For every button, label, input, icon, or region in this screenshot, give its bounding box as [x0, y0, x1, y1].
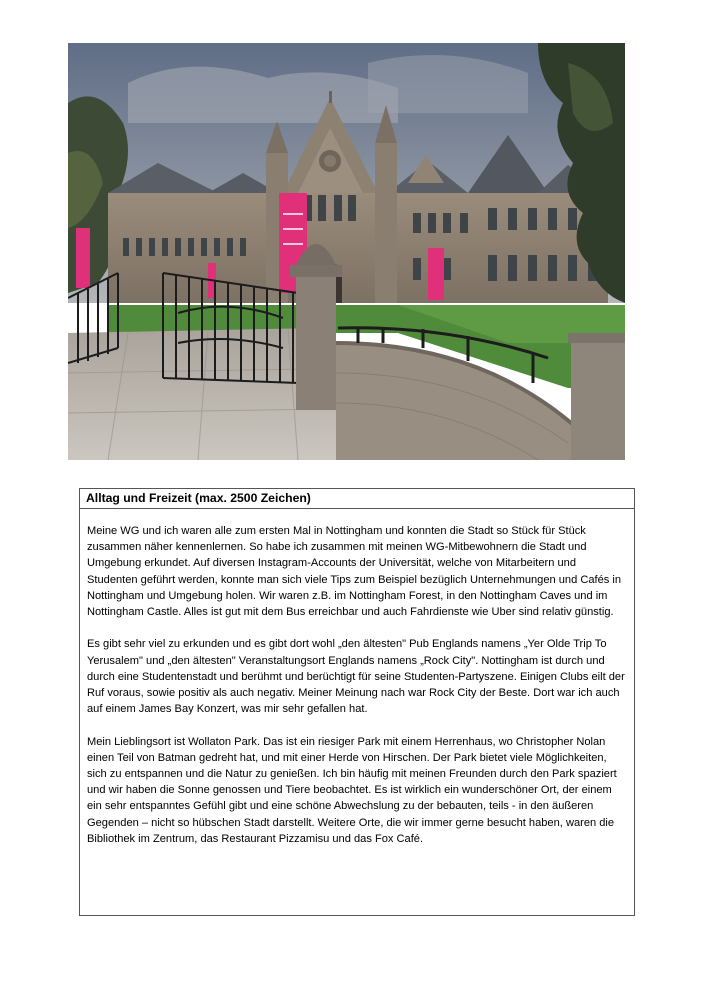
paragraph-nightlife: Es gibt sehr viel zu erkunden und es gibt dort wohl „den ältesten" Pub Englands namens „Yer Olde Trip To Yerusalem" und „den ältesten" Veranstaltungsort Englands namens „Rock City". Nottingham ist durch und durch eine Studentenstadt und berühmt und berüchtigt für seine Studenten-Partyszene. Einigen Clubs eilt der Ruf voraus, sowie positiv als auch negativ. Meiner Meinung nach war Rock City der Beste. Dort war ich auch auf einem James Bay Konzert, was mir sehr gefallen hat. [87, 638, 625, 716]
banner-right [428, 248, 444, 300]
campus-building-photo [68, 43, 625, 460]
section-title: Alltag und Freizeit (max. 2500 Zeichen) [80, 489, 634, 509]
section-body [80, 509, 634, 847]
banner-left [76, 228, 90, 288]
paragraph-city-exploration: Meine WG und ich waren alle zum ersten Mal in Nottingham und konnten die Stadt so Stück für Stück zusammen näher kennenlernen. So habe ich zusammen mit meinen WG-Mitbewohnern die Stadt und Umgebung erkundet. Auf diversen Instagram-Accounts der Universität, welche von Mitarbeitern und Studenten geführt werden, konnte man sich viele Tips zum Beispiel bezüglich Unternehmungen und Cafés in Nottingham und Umgebung holen. Wir waren z.B. im Nottingham Forest, in den Nottingham Caves und im Nottingham Castle. Alles ist gut mit dem Bus erreichbar und auch Fahrdienste wie Uber sind relativ günstig. [87, 525, 622, 619]
stone-pillar [296, 273, 336, 410]
paragraph-wollaton-park: Mein Lieblingsort ist Wollaton Park. Das ist ein riesiger Park mit einem Herrenhaus, wo Christopher Nolan einen Teil von Batman gedreht hat, und mit einer Herde von Hirschen. Der Park bietet viele Möglichkeiten, sich zu entspannen und die Natur zu genießen. Ich bin häufig mit meinen Freunden durch den Park spaziert und wir haben die Sonne genossen und Tiere beobachtet. Es ist wirklich ein wunderschöner Ort, der einem ein sehr entspanntes Gefühl gibt und eine schöne Abwechslung zu der bebauten, teils - in den äußeren Gegenden – nicht so hübschen Stadt darstellt. Weitere Orte, die wir immer gerne besucht haben, waren die Bibliothek im Zentrum, das Restaurant Pizzamisu und das Fox Café. [87, 735, 617, 845]
leisure-section [79, 488, 635, 916]
